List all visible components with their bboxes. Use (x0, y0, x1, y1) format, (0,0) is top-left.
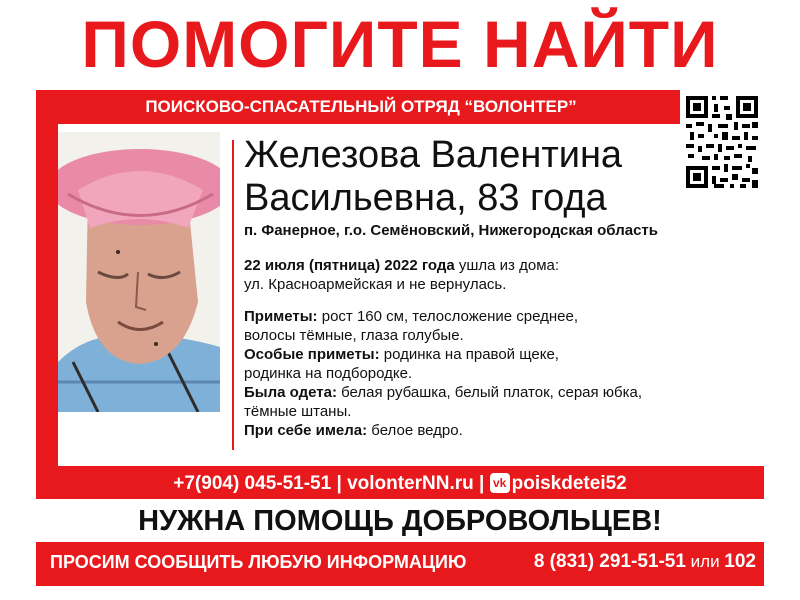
carried-text: белое ведро. (367, 422, 463, 439)
contact-phone[interactable]: +7(904) 045-51-51 (173, 473, 332, 494)
hotline (534, 551, 756, 573)
missing-person-photo (58, 132, 220, 412)
signs-label: Приметы: (244, 308, 318, 325)
contacts-bar (36, 471, 764, 497)
red-divider (232, 140, 234, 450)
carried-label: При себе имела: (244, 422, 368, 439)
hotline-phone[interactable]: 8 (831) 291-51-51 (533, 551, 686, 572)
qr-code-icon[interactable] (680, 90, 764, 194)
missing-date: 22 июля (пятница) 2022 года (244, 257, 455, 274)
signs-text-1: рост 160 см, телосложение среднее, (317, 308, 578, 325)
bottom-bar (36, 542, 764, 586)
missing-text-1: ушла из дома: (454, 257, 560, 274)
name-line-1: Железова Валентина (244, 134, 623, 176)
clothing-label: Была одета: (244, 384, 337, 401)
contact-social-link[interactable]: poiskdetei52 (511, 473, 627, 494)
special-text-1: родинка на правой щеке, (379, 346, 559, 363)
location: п. Фанерное, г.о. Семёновский, Нижегородская область (244, 222, 658, 239)
separator: | (473, 473, 490, 494)
vk-logo-icon: vk (490, 473, 510, 493)
missing-text-2: ул. Красноармейская и не вернулась. (244, 276, 507, 293)
org-title: ПОИСКОВО-СПАСАТЕЛЬНЫЙ ОТРЯД “ВОЛОНТЕР” (145, 97, 577, 116)
clothing-text-1: белая рубашка, белый платок, серая юбка, (336, 384, 643, 401)
special-text-2: родинка на подбородке. (244, 365, 413, 382)
contact-site-link[interactable]: volonterNN.ru (347, 473, 474, 494)
emergency-number[interactable]: 102 (724, 551, 756, 572)
volunteers-banner: НУЖНА ПОМОЩЬ ДОБРОВОЛЬЦЕВ! (138, 505, 662, 537)
headline: ПОМОГИТЕ НАЙТИ (81, 7, 719, 81)
signs-text-2: волосы тёмные, глаза голубые. (244, 327, 464, 344)
clothing-text-2: тёмные штаны. (244, 403, 352, 420)
special-label: Особые приметы: (244, 346, 380, 363)
person-name (244, 134, 622, 220)
name-line-2: Васильевна, 83 года (244, 177, 607, 219)
or-text: или (685, 552, 725, 571)
request-text: ПРОСИМ СООБЩИТЬ ЛЮБУЮ ИНФОРМАЦИЮ (50, 552, 467, 572)
details-block (244, 256, 642, 440)
separator: | (331, 473, 348, 494)
